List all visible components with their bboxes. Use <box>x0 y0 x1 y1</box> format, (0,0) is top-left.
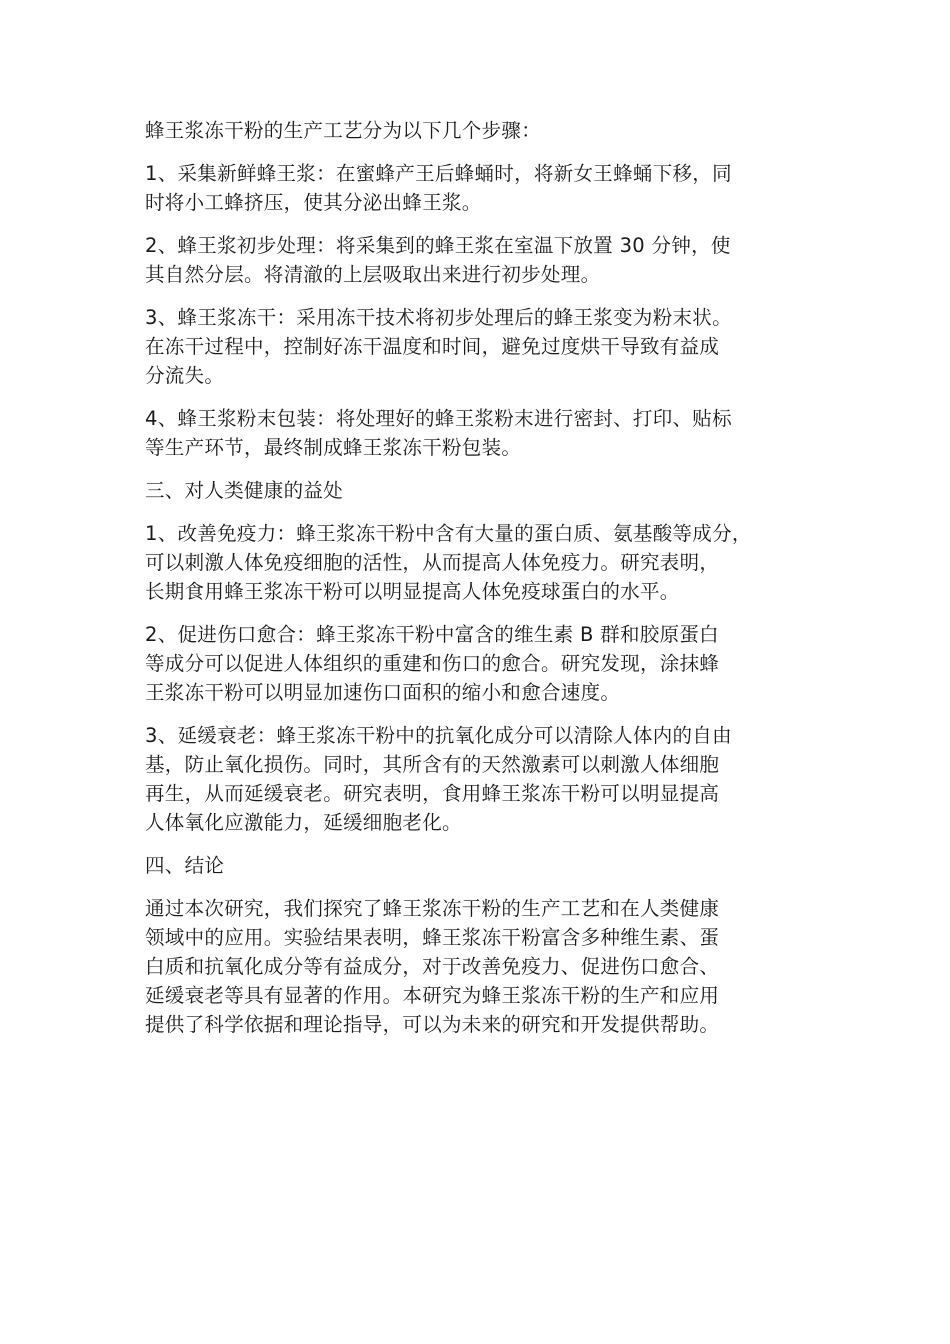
text-line: 领域中的应用。实验结果表明，蜂王浆冻干粉富含多种维生素、蛋 <box>145 926 720 949</box>
document-body <box>145 116 835 1053</box>
intro-paragraph <box>145 116 835 145</box>
section-4-heading <box>145 851 835 880</box>
text-line: 四、结论 <box>145 854 225 877</box>
text-line: 其自然分层。将清澈的上层吸取出来进行初步处理。 <box>145 263 601 286</box>
text-line: 1、采集新鲜蜂王浆：在蜜蜂产王后蜂蛹时，将新女王蜂蛹下移，同 <box>145 162 732 185</box>
text-line: 长期食用蜂王浆冻干粉可以明显提高人体免疫球蛋白的水平。 <box>145 580 680 603</box>
text-line: 可以刺激人体免疫细胞的活性，从而提高人体免疫力。研究表明， <box>145 551 720 574</box>
text-line: 4、蜂王浆粉末包装：将处理好的蜂王浆粉末进行密封、打印、贴标 <box>145 407 732 430</box>
benefit-1-paragraph <box>145 519 835 606</box>
text-line: 基，防止氧化损伤。同时，其所含有的天然激素可以刺激人体细胞 <box>145 753 720 776</box>
text-line: 再生，从而延缓衰老。研究表明，食用蜂王浆冻干粉可以明显提高 <box>145 782 720 805</box>
text-line: 在冻干过程中，控制好冻干温度和时间，避免过度烘干导致有益成 <box>145 335 720 358</box>
text-line: 1、改善免疫力：蜂王浆冻干粉中含有大量的蛋白质、氨基酸等成分， <box>145 522 752 545</box>
benefit-2-paragraph <box>145 620 835 707</box>
text-line: 三、对人类健康的益处 <box>145 479 344 502</box>
step-3-paragraph <box>145 303 835 390</box>
step-1-paragraph <box>145 159 835 217</box>
text-line: 延缓衰老等具有显著的作用。本研究为蜂王浆冻干粉的生产和应用 <box>145 984 720 1007</box>
text-line: 2、促进伤口愈合：蜂王浆冻干粉中富含的维生素 B 群和胶原蛋白 <box>145 623 719 646</box>
text-line: 时将小工蜂挤压，使其分泌出蜂王浆。 <box>145 191 482 214</box>
conclusion-paragraph <box>145 894 835 1039</box>
text-line: 蜂王浆冻干粉的生产工艺分为以下几个步骤： <box>145 119 542 142</box>
text-line: 王浆冻干粉可以明显加速伤口面积的缩小和愈合速度。 <box>145 681 621 704</box>
benefit-3-paragraph <box>145 721 835 837</box>
text-line: 人体氧化应激能力，延缓细胞老化。 <box>145 811 462 834</box>
text-line: 等生产环节，最终制成蜂王浆冻干粉包装。 <box>145 436 522 459</box>
text-line: 通过本次研究，我们探究了蜂王浆冻干粉的生产工艺和在人类健康 <box>145 897 720 920</box>
text-line: 分流失。 <box>145 364 225 387</box>
section-3-heading <box>145 476 835 505</box>
step-2-paragraph <box>145 231 835 289</box>
text-line: 3、延缓衰老：蜂王浆冻干粉中的抗氧化成分可以清除人体内的自由 <box>145 724 732 747</box>
text-line: 3、蜂王浆冻干：采用冻干技术将初步处理后的蜂王浆变为粉末状。 <box>145 306 732 329</box>
step-4-paragraph <box>145 404 835 462</box>
text-line: 2、蜂王浆初步处理：将采集到的蜂王浆在室温下放置 30 分钟，使 <box>145 234 731 257</box>
text-line: 等成分可以促进人体组织的重建和伤口的愈合。研究发现，涂抹蜂 <box>145 652 720 675</box>
text-line: 白质和抗氧化成分等有益成分，对于改善免疫力、促进伤口愈合、 <box>145 955 720 978</box>
text-line: 提供了科学依据和理论指导，可以为未来的研究和开发提供帮助。 <box>145 1013 720 1036</box>
